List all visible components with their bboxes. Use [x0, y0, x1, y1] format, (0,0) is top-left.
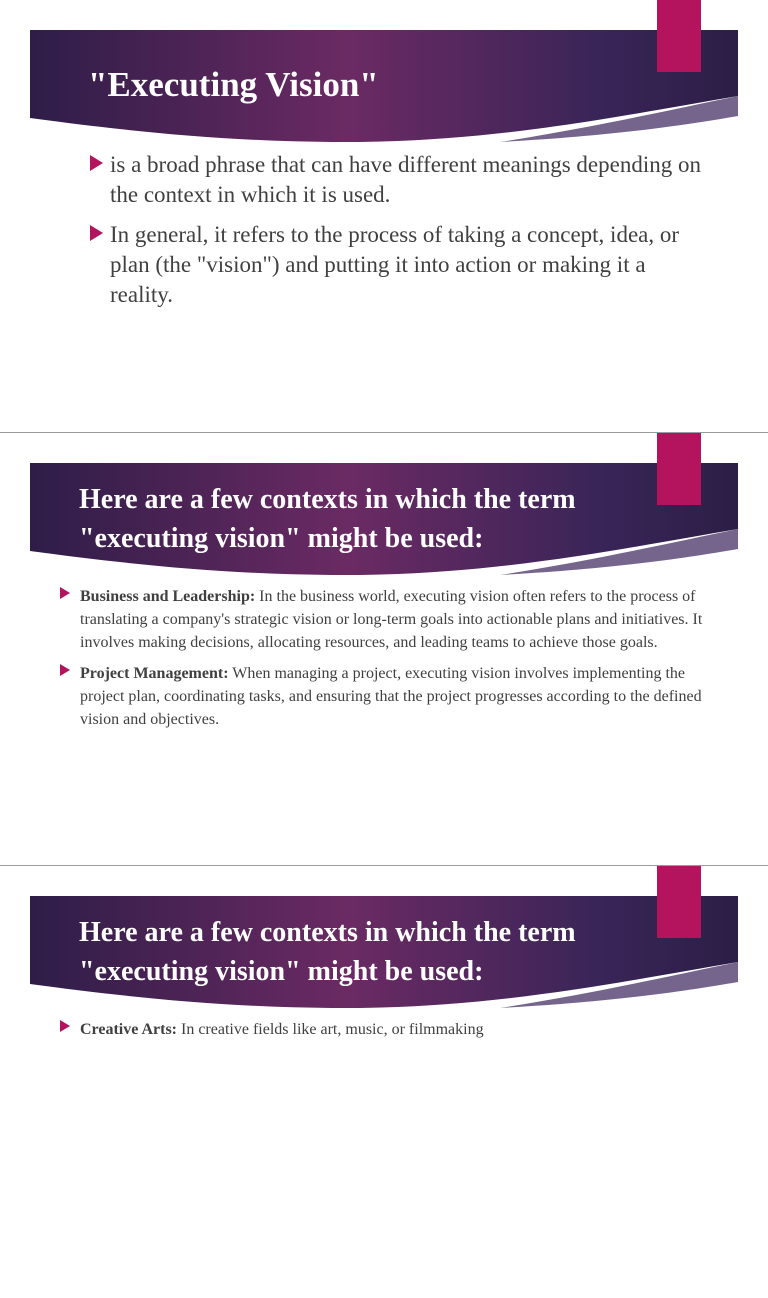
bullet-arrow-icon [90, 225, 103, 241]
bullet-text: In the business world, executing vision often refers to the process of translating a company's strategic vision or long-term goals into actionable plans and initiatives. It involves making decisions, allocating resources, and leading teams to achieve those goals. [80, 588, 703, 651]
slide-3 [0, 866, 768, 1298]
bullet-item [90, 220, 710, 310]
bullet-arrow-icon [60, 587, 70, 599]
bullet-text: In general, it refers to the process of taking a concept, idea, or plan (the "vision") and putting it into action or making it a reality. [110, 222, 680, 307]
bullet-list [90, 150, 710, 320]
slide-title: Here are a few contexts in which the term "executing vision" might be used: [79, 917, 576, 987]
bullet-item [60, 662, 710, 731]
bullet-list [60, 585, 710, 739]
bullet-arrow-icon [90, 155, 103, 171]
bullet-item [60, 585, 710, 654]
bullet-arrow-icon [60, 664, 70, 676]
slide-1 [0, 0, 768, 432]
accent-bar [657, 0, 701, 72]
bullet-list [60, 1018, 710, 1049]
bullet-heading: Creative Arts: [80, 1021, 177, 1038]
slide-title: Here are a few contexts in which the term "executing vision" might be used: [79, 484, 576, 554]
bullet-heading: Business and Leadership: [80, 588, 256, 605]
bullet-text: is a broad phrase that can have different meanings depending on the context in which it is used. [110, 152, 701, 207]
slide-2 [0, 433, 768, 865]
bullet-item [90, 150, 710, 210]
bullet-arrow-icon [60, 1020, 70, 1032]
bullet-text: In creative fields like art, music, or filmmaking [177, 1021, 484, 1038]
bullet-heading: Project Management: [80, 665, 229, 682]
slide-title: "Executing Vision" [88, 65, 379, 104]
bullet-item [60, 1018, 710, 1041]
bullet-text: When managing a project, executing vision involves implementing the project plan, coordinating tasks, and ensuring that the project progresses according to the defined vision and objectives. [80, 665, 702, 728]
